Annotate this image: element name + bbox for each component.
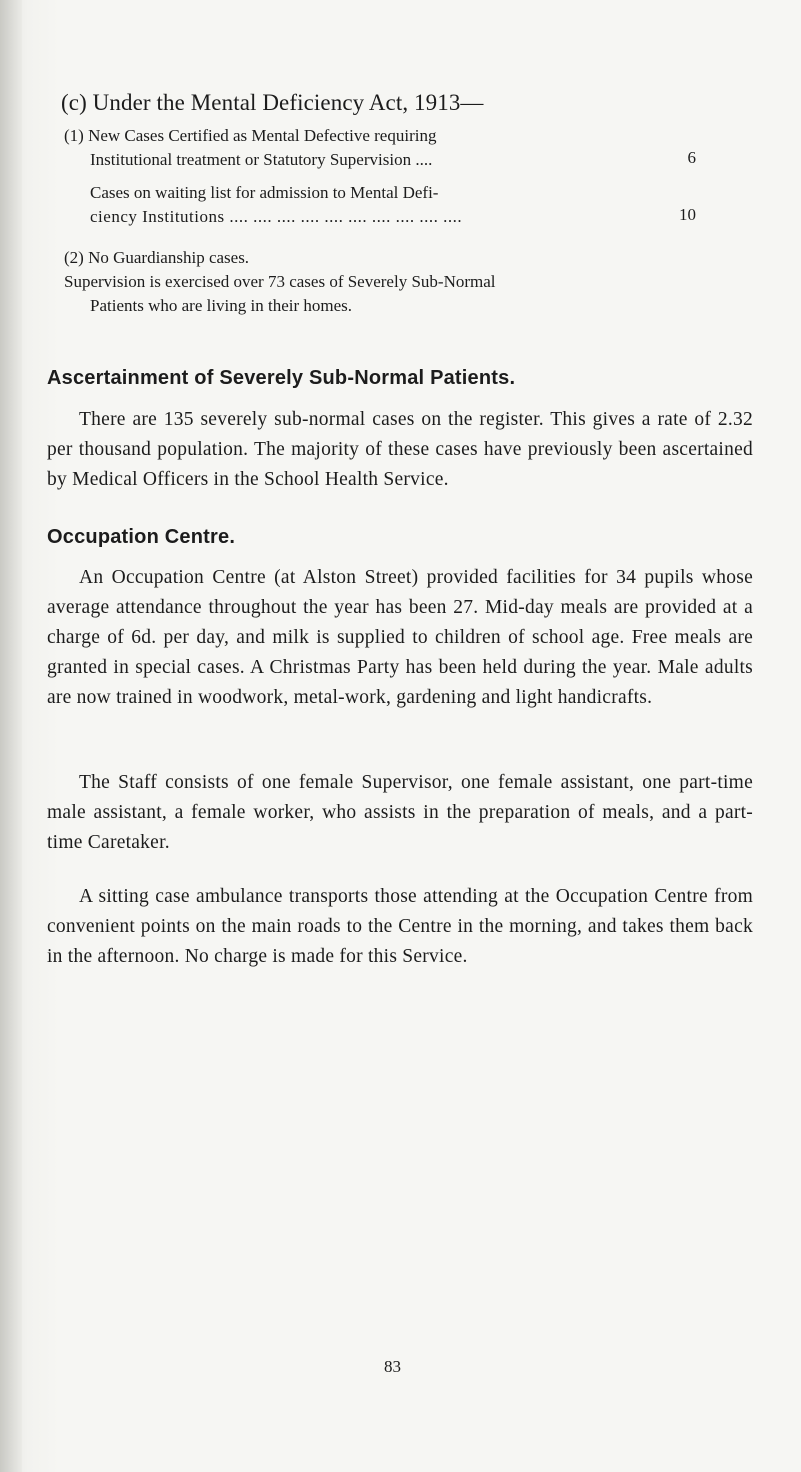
occupation-heading: Occupation Centre. (47, 526, 236, 548)
item1-line1: (1) New Cases Certified as Mental Defective requiring (64, 126, 437, 145)
item1-line2: Institutional treatment or Statutory Supervision .... (90, 150, 433, 169)
item1b-line2: ciency Institutions .... .... .... .... .... .... .... .... .... .... (90, 207, 463, 226)
occupation-text-1: An Occupation Centre (at Alston Street) provided facilities for 34 pupils whose average attendance throughout the year has been 27. Mid-day meals are provided at a charge of 6d. per day, and milk is supplied to children of school age. Free meals are granted in special cases. A Christmas Party has been held during the year. Male adults are now trained in woodwork, metal-work, gardening and light handicrafts. (47, 567, 753, 708)
occupation-paragraph-3 (47, 882, 753, 972)
occupation-text-3: A sitting case ambulance transports those attending at the Occupation Centre from convenient points on the main roads to the Centre in the morning, and takes them back in the afternoon. No charge is made for this Service. (47, 886, 753, 967)
ascertainment-text: There are 135 severely sub-normal cases on the register. This gives a rate of 2.32 per thousand population. The majority of these cases have previously been ascertained by Medical Officers in the School Health Service. (47, 409, 753, 490)
item2-line2: Supervision is exercised over 73 cases of Severely Sub-Normal (64, 272, 496, 291)
occupation-paragraph-2 (47, 768, 753, 858)
item1b-line1: Cases on waiting list for admission to Mental Defi- (90, 183, 439, 202)
occupation-text-2: The Staff consists of one female Supervisor, one female assistant, one part-time male assistant, a female worker, who assists in the preparation of meals, and a part-time Caretaker. (47, 772, 753, 853)
ascertainment-heading: Ascertainment of Severely Sub-Normal Patients. (47, 367, 516, 389)
item2-line1: (2) No Guardianship cases. (64, 248, 250, 267)
ascertainment-paragraph (47, 405, 753, 495)
item2-line3: Patients who are living in their homes. (90, 296, 353, 315)
section-c-heading: (c) Under the Mental Deficiency Act, 1913— (61, 90, 484, 115)
occupation-paragraph-1 (47, 563, 753, 713)
item1b-value: 10 (679, 205, 696, 224)
item1-value: 6 (687, 148, 696, 167)
page-number: 83 (384, 1357, 401, 1376)
page-edge-shadow (0, 0, 22, 1472)
